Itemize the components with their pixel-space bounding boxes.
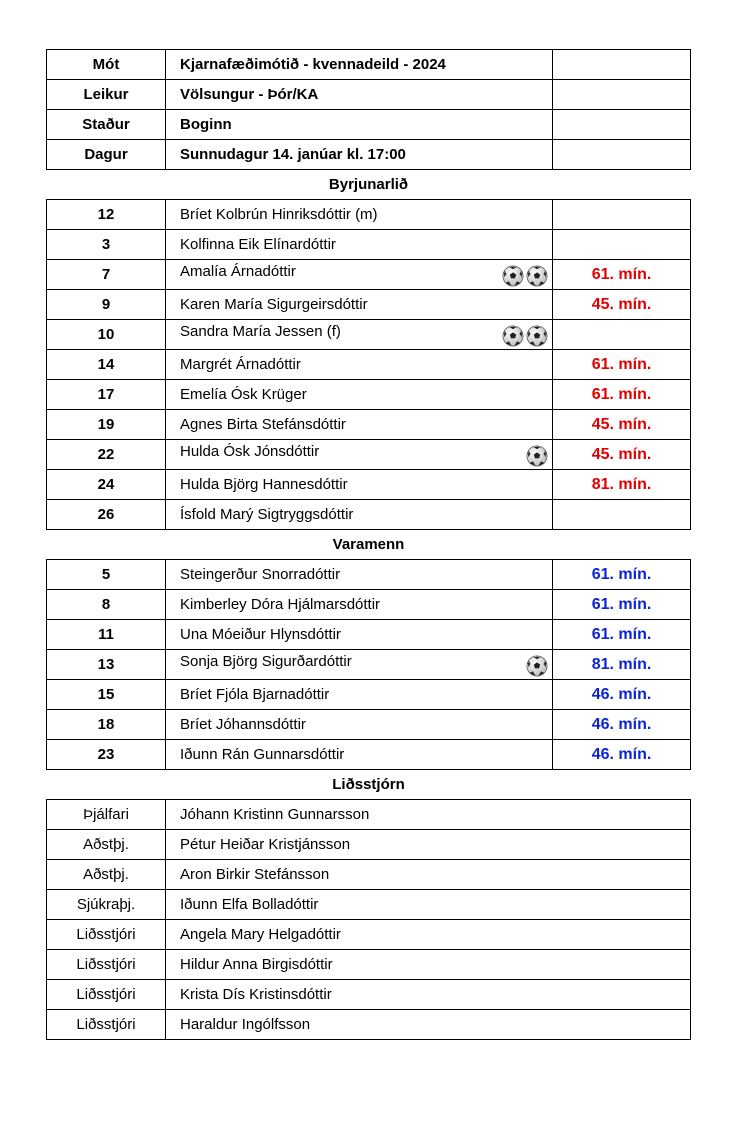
- substitution-minute: 45. mín.: [553, 410, 691, 440]
- player-name: Margrét Árnadóttir: [180, 356, 301, 373]
- staff-role: Aðstþj.: [47, 860, 166, 890]
- header-row: [47, 110, 691, 140]
- staff-row: [47, 830, 691, 860]
- header-blank: [553, 50, 691, 80]
- shirt-number: 15: [47, 680, 166, 710]
- player-name: Ísfold Marý Sigtryggsdóttir: [180, 506, 354, 523]
- player-name: Karen María Sigurgeirsdóttir: [180, 296, 368, 313]
- substitution-minute: 61. mín.: [553, 260, 691, 290]
- shirt-number: 3: [47, 230, 166, 260]
- shirt-number: 17: [47, 380, 166, 410]
- staff-role: Liðsstjóri: [47, 980, 166, 1010]
- shirt-number: 14: [47, 350, 166, 380]
- staff-row: [47, 890, 691, 920]
- staff-role: Liðsstjóri: [47, 950, 166, 980]
- player-name-cell: [166, 500, 553, 530]
- shirt-number: 19: [47, 410, 166, 440]
- player-name: Kimberley Dóra Hjálmarsdóttir: [180, 596, 381, 613]
- player-name-cell: [166, 590, 553, 620]
- goals: [526, 445, 548, 467]
- player-name-cell: [166, 350, 553, 380]
- starting-player-row: [47, 260, 691, 290]
- player-name-cell: [166, 200, 553, 230]
- staff-row: [47, 920, 691, 950]
- header-label: Dagur: [47, 140, 166, 170]
- shirt-number: 7: [47, 260, 166, 290]
- substitution-minute: 61. mín.: [553, 350, 691, 380]
- starting-player-row: [47, 320, 691, 350]
- header-value: Sunnudagur 14. janúar kl. 17:00: [166, 140, 553, 170]
- substitution-minute: 61. mín.: [553, 380, 691, 410]
- player-name-cell: [166, 710, 553, 740]
- starting-player-row: [47, 470, 691, 500]
- player-name: Bríet Fjóla Bjarnadóttir: [180, 686, 330, 703]
- substitution-minute: 45. mín.: [553, 290, 691, 320]
- match-report-table: [46, 49, 691, 1040]
- shirt-number: 9: [47, 290, 166, 320]
- player-name-cell: [166, 620, 553, 650]
- header-blank: [553, 80, 691, 110]
- starting-player-row: [47, 440, 691, 470]
- header-row: [47, 50, 691, 80]
- player-name-cell: [166, 410, 553, 440]
- section-title-staff: Liðsstjórn: [47, 770, 691, 800]
- soccer-ball-icon: [526, 265, 548, 287]
- staff-name: Jóhann Kristinn Gunnarsson: [166, 800, 691, 830]
- section-row: [47, 170, 691, 200]
- shirt-number: 13: [47, 650, 166, 680]
- header-blank: [553, 110, 691, 140]
- player-name-cell: [166, 260, 553, 290]
- staff-name: Pétur Heiðar Kristjánsson: [166, 830, 691, 860]
- goals: [502, 265, 548, 287]
- substitution-minute: 81. mín.: [553, 470, 691, 500]
- substitution-minute: [553, 230, 691, 260]
- soccer-ball-icon: [526, 325, 548, 347]
- player-name: Agnes Birta Stefánsdóttir: [180, 416, 346, 433]
- player-name-cell: [166, 650, 553, 680]
- player-name-cell: [166, 440, 553, 470]
- shirt-number: 10: [47, 320, 166, 350]
- staff-name: Haraldur Ingólfsson: [166, 1010, 691, 1040]
- staff-role: Liðsstjóri: [47, 1010, 166, 1040]
- shirt-number: 12: [47, 200, 166, 230]
- shirt-number: 22: [47, 440, 166, 470]
- substitution-minute: [553, 320, 691, 350]
- player-name: Kolfinna Eik Elínardóttir: [180, 236, 336, 253]
- header-label: Staður: [47, 110, 166, 140]
- subs-player-row: [47, 560, 691, 590]
- soccer-ball-icon: [502, 265, 524, 287]
- substitution-minute: 61. mín.: [553, 560, 691, 590]
- shirt-number: 24: [47, 470, 166, 500]
- staff-name: Krista Dís Kristinsdóttir: [166, 980, 691, 1010]
- player-name: Bríet Kolbrún Hinriksdóttir (m): [180, 206, 378, 223]
- player-name-cell: [166, 680, 553, 710]
- player-name: Sandra María Jessen (f): [180, 322, 341, 340]
- section-title-subs: Varamenn: [47, 530, 691, 560]
- section-title-starting: Byrjunarlið: [47, 170, 691, 200]
- staff-role: Aðstþj.: [47, 830, 166, 860]
- shirt-number: 5: [47, 560, 166, 590]
- shirt-number: 8: [47, 590, 166, 620]
- section-row: [47, 530, 691, 560]
- starting-player-row: [47, 200, 691, 230]
- starting-player-row: [47, 290, 691, 320]
- header-value: Völsungur - Þór/KA: [166, 80, 553, 110]
- subs-player-row: [47, 740, 691, 770]
- starting-player-row: [47, 500, 691, 530]
- header-value: Kjarnafæðimótið - kvennadeild - 2024: [166, 50, 553, 80]
- player-name-cell: [166, 740, 553, 770]
- player-name: Emelía Ósk Krüger: [180, 386, 307, 403]
- header-label: Leikur: [47, 80, 166, 110]
- staff-role: Þjálfari: [47, 800, 166, 830]
- player-name: Steingerður Snorradóttir: [180, 566, 341, 583]
- substitution-minute: 61. mín.: [553, 590, 691, 620]
- staff-row: [47, 860, 691, 890]
- player-name: Amalía Árnadóttir: [180, 262, 296, 280]
- substitution-minute: 46. mín.: [553, 740, 691, 770]
- player-name: Sonja Björg Sigurðardóttir: [180, 652, 352, 670]
- starting-player-row: [47, 230, 691, 260]
- staff-role: Liðsstjóri: [47, 920, 166, 950]
- substitution-minute: 81. mín.: [553, 650, 691, 680]
- staff-row: [47, 950, 691, 980]
- substitution-minute: 61. mín.: [553, 620, 691, 650]
- player-name-cell: [166, 380, 553, 410]
- player-name: Una Móeiður Hlynsdóttir: [180, 626, 341, 643]
- player-name: Iðunn Rán Gunnarsdóttir: [180, 746, 345, 763]
- starting-player-row: [47, 410, 691, 440]
- subs-player-row: [47, 650, 691, 680]
- subs-player-row: [47, 620, 691, 650]
- staff-row: [47, 1010, 691, 1040]
- substitution-minute: [553, 500, 691, 530]
- staff-name: Angela Mary Helgadóttir: [166, 920, 691, 950]
- staff-row: [47, 800, 691, 830]
- starting-player-row: [47, 350, 691, 380]
- soccer-ball-icon: [526, 655, 548, 677]
- header-row: [47, 80, 691, 110]
- player-name-cell: [166, 320, 553, 350]
- staff-role: Sjúkraþj.: [47, 890, 166, 920]
- shirt-number: 11: [47, 620, 166, 650]
- player-name-cell: [166, 470, 553, 500]
- subs-player-row: [47, 710, 691, 740]
- player-name-cell: [166, 230, 553, 260]
- player-name-cell: [166, 560, 553, 590]
- shirt-number: 18: [47, 710, 166, 740]
- substitution-minute: 46. mín.: [553, 710, 691, 740]
- header-label: Mót: [47, 50, 166, 80]
- header-row: [47, 140, 691, 170]
- subs-player-row: [47, 680, 691, 710]
- goals: [526, 655, 548, 677]
- shirt-number: 26: [47, 500, 166, 530]
- header-blank: [553, 140, 691, 170]
- soccer-ball-icon: [526, 445, 548, 467]
- starting-player-row: [47, 380, 691, 410]
- staff-name: Iðunn Elfa Bolladóttir: [166, 890, 691, 920]
- soccer-ball-icon: [502, 325, 524, 347]
- goals: [502, 325, 548, 347]
- staff-name: Aron Birkir Stefánsson: [166, 860, 691, 890]
- staff-row: [47, 980, 691, 1010]
- substitution-minute: 45. mín.: [553, 440, 691, 470]
- section-row: [47, 770, 691, 800]
- player-name: Hulda Björg Hannesdóttir: [180, 476, 348, 493]
- player-name: Hulda Ósk Jónsdóttir: [180, 442, 320, 460]
- substitution-minute: 46. mín.: [553, 680, 691, 710]
- subs-player-row: [47, 590, 691, 620]
- shirt-number: 23: [47, 740, 166, 770]
- player-name: Bríet Jóhannsdóttir: [180, 716, 306, 733]
- staff-name: Hildur Anna Birgisdóttir: [166, 950, 691, 980]
- player-name-cell: [166, 290, 553, 320]
- substitution-minute: [553, 200, 691, 230]
- header-value: Boginn: [166, 110, 553, 140]
